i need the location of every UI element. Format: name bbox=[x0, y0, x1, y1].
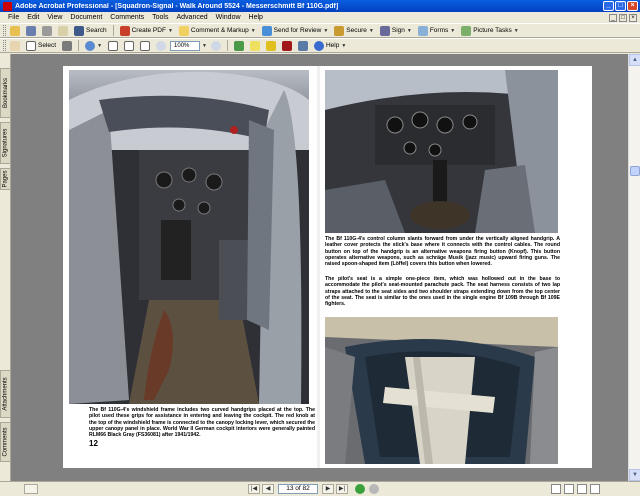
menu-edit[interactable]: Edit bbox=[27, 14, 40, 21]
chevron-down-icon: ▼ bbox=[450, 27, 456, 34]
document-view[interactable] bbox=[11, 54, 628, 481]
chevron-down-icon: ▼ bbox=[250, 27, 256, 34]
maximize-button[interactable]: □ bbox=[615, 1, 626, 11]
tab-pages-label: Pages bbox=[2, 170, 9, 188]
folder-icon bbox=[10, 26, 20, 36]
text-cursor-icon bbox=[26, 41, 36, 51]
search-button[interactable] bbox=[72, 24, 109, 37]
select-tool-button[interactable] bbox=[24, 39, 58, 52]
next-page-button[interactable]: ▶ bbox=[322, 484, 334, 494]
help-icon bbox=[314, 41, 324, 51]
chevron-down-icon: ▼ bbox=[167, 27, 173, 34]
create-pdf-icon bbox=[120, 26, 130, 36]
first-page-button[interactable]: |◀ bbox=[248, 484, 260, 494]
single-page-layout-button[interactable] bbox=[551, 484, 561, 494]
chevron-down-icon: ▼ bbox=[513, 27, 519, 34]
comment-markup-button[interactable] bbox=[177, 24, 258, 37]
tab-bookmarks[interactable] bbox=[0, 68, 11, 118]
chevron-down-icon: ▼ bbox=[97, 42, 103, 49]
minimize-button[interactable]: _ bbox=[603, 1, 614, 11]
secure-button[interactable] bbox=[332, 24, 376, 37]
toolbar-grip[interactable] bbox=[3, 40, 6, 51]
toolbar-separator bbox=[78, 40, 79, 51]
tab-comments-label: Comments bbox=[2, 427, 9, 457]
window-title: Adobe Acrobat Professional - [Squadron-Signal - Walk Around 5524 - Messerschmitt Bf 110G.pdf] bbox=[15, 2, 339, 10]
scroll-up-button[interactable]: ▲ bbox=[629, 54, 640, 66]
tab-pages[interactable] bbox=[0, 168, 11, 190]
binoculars-icon bbox=[74, 26, 84, 36]
pen-icon bbox=[380, 26, 390, 36]
create-pdf-button[interactable] bbox=[118, 24, 175, 37]
printer-icon bbox=[42, 26, 52, 36]
chevron-down-icon: ▼ bbox=[341, 42, 347, 49]
acrobat-app-icon[interactable] bbox=[3, 2, 12, 11]
navigation-panel bbox=[0, 54, 11, 481]
tab-bookmarks-label: Bookmarks bbox=[2, 77, 9, 109]
rotate-button[interactable] bbox=[232, 39, 246, 52]
send-review-button[interactable] bbox=[260, 24, 331, 37]
scroll-down-button[interactable]: ▼ bbox=[629, 469, 640, 481]
forms-button[interactable] bbox=[416, 24, 457, 37]
pdf-page bbox=[63, 66, 592, 468]
tab-signatures[interactable] bbox=[0, 122, 11, 164]
ebook-button[interactable] bbox=[296, 39, 310, 52]
tab-attachments-label: Attachments bbox=[2, 377, 9, 411]
caption-pilot-seat: The pilot's seat is a simple one-piece item, which was hollowed out in the base to accommodate the pilot's seat-mounted parachute pack. The seat harness consists of two lap straps attached to the seat sides and two shoulder straps extending down from the top center of the seat. The seat is similar to the ones used in the single engine Bf 109B through Bf 109E fighters. bbox=[325, 276, 560, 308]
actual-size-icon bbox=[108, 41, 118, 51]
next-view-button[interactable] bbox=[369, 484, 379, 494]
cockpit-windshield-photo bbox=[69, 70, 309, 404]
menu-help[interactable]: Help bbox=[248, 14, 263, 21]
toolbar-separator bbox=[113, 25, 114, 36]
rotate-icon bbox=[234, 41, 244, 51]
previous-view-button[interactable] bbox=[355, 484, 365, 494]
tab-comments[interactable] bbox=[0, 422, 11, 462]
toolbar-grip[interactable] bbox=[3, 25, 6, 36]
toolbar-separator bbox=[227, 40, 228, 51]
menu-tools[interactable]: Tools bbox=[152, 14, 169, 21]
zoom-tool-button[interactable] bbox=[83, 39, 104, 52]
fit-width-button[interactable] bbox=[138, 39, 152, 52]
doc-close-button[interactable]: × bbox=[629, 14, 637, 22]
title-bar bbox=[0, 0, 640, 12]
envelope-icon bbox=[58, 26, 68, 36]
status-bar bbox=[0, 481, 640, 496]
note-icon bbox=[250, 41, 260, 51]
hand-tool-button[interactable] bbox=[8, 39, 22, 52]
comment-icon bbox=[179, 26, 189, 36]
page-number-field[interactable]: 13 of 82 bbox=[278, 484, 318, 494]
hand-icon bbox=[10, 41, 20, 51]
menu-document[interactable]: Document bbox=[70, 14, 103, 21]
highlight-button[interactable] bbox=[264, 39, 278, 52]
pilot-seat-photo bbox=[325, 317, 558, 464]
help-label: Help bbox=[325, 42, 340, 49]
save-button[interactable] bbox=[24, 24, 38, 37]
last-page-button[interactable]: ▶| bbox=[336, 484, 348, 494]
sticky-note-button[interactable] bbox=[248, 39, 262, 52]
select-label: Select bbox=[38, 42, 57, 49]
secure-label: Secure bbox=[346, 27, 367, 34]
floppy-icon bbox=[26, 26, 36, 36]
scroll-thumb[interactable] bbox=[630, 166, 640, 176]
caption-windshield-text: The Bf 110G-4's windshield frame includes two curved handgrips placed at the top. The pilot used these grips for assistance in entering and leaving the cockpit. The red knob at the top of the windshield frame is connected to the canopy locking lever, which secured the upper canopy panel in place. World War II German cockpit interiors were generally painted RLM66 Black Gray (FS36081) after 1941/1942. bbox=[89, 407, 315, 439]
control-column-photo bbox=[325, 70, 558, 233]
navigation-toolbar bbox=[0, 38, 640, 53]
minus-icon bbox=[156, 41, 166, 51]
page-size-indicator bbox=[24, 484, 38, 494]
previous-page-button[interactable]: ◀ bbox=[262, 484, 274, 494]
file-toolbar bbox=[0, 23, 640, 38]
camera-icon bbox=[62, 41, 72, 51]
zoom-in-button[interactable] bbox=[209, 39, 223, 52]
doc-minimize-button[interactable]: _ bbox=[609, 14, 617, 22]
sign-button[interactable] bbox=[378, 24, 414, 37]
picture-tasks-label: Picture Tasks bbox=[473, 27, 512, 34]
email-button[interactable] bbox=[56, 24, 70, 37]
continuous-layout-button[interactable] bbox=[564, 484, 574, 494]
comment-markup-label: Comment & Markup bbox=[190, 27, 249, 34]
highlighter-icon bbox=[266, 41, 276, 51]
page-gutter bbox=[317, 66, 320, 468]
send-review-label: Send for Review bbox=[273, 27, 322, 34]
open-button[interactable] bbox=[8, 24, 22, 37]
fit-page-icon bbox=[124, 41, 134, 51]
actual-size-button[interactable] bbox=[106, 39, 120, 52]
picture-tasks-button[interactable] bbox=[459, 24, 521, 37]
caption-control-column: The Bf 110G-4's control column slants forward from under the vertically aligned handgrip. A leather cover protects the stick's base where it connects with the control cables. The round button on top of the handgrip is an alternative weapons firing button (Knopf). This button operates alternative weapons, such as schräge Musik (jazz music) upward firing guns. The raised spoon-shaped item (Löffel) covers this button when lowered. bbox=[325, 236, 560, 268]
help-button[interactable] bbox=[312, 39, 348, 52]
menu-comments[interactable]: Comments bbox=[110, 14, 145, 21]
plus-icon bbox=[211, 41, 221, 51]
menu-bar bbox=[0, 12, 640, 23]
chevron-down-icon: ▼ bbox=[368, 27, 374, 34]
book-icon bbox=[298, 41, 308, 51]
zoom-out-button[interactable] bbox=[154, 39, 168, 52]
menu-file[interactable]: File bbox=[8, 14, 20, 21]
forms-label: Forms bbox=[429, 27, 449, 34]
print-button[interactable] bbox=[40, 24, 54, 37]
magnifier-icon bbox=[85, 41, 95, 51]
lock-icon bbox=[334, 26, 344, 36]
send-review-icon bbox=[262, 26, 272, 36]
yahoo-button[interactable] bbox=[280, 39, 294, 52]
page-number: 12 bbox=[89, 439, 98, 448]
vertical-scrollbar[interactable] bbox=[628, 54, 640, 481]
sign-label: Sign bbox=[391, 27, 405, 34]
chevron-down-icon: ▼ bbox=[406, 27, 412, 34]
facing-layout-button[interactable] bbox=[577, 484, 587, 494]
snapshot-button[interactable] bbox=[60, 39, 74, 52]
search-label: Search bbox=[86, 27, 107, 34]
tab-signatures-label: Signatures bbox=[2, 128, 9, 158]
menu-advanced[interactable]: Advanced bbox=[176, 14, 208, 21]
menu-window[interactable]: Window bbox=[215, 14, 241, 21]
zoom-level-field[interactable]: 100% bbox=[170, 41, 200, 51]
menu-view[interactable]: View bbox=[47, 14, 63, 21]
doc-restore-button[interactable]: □ bbox=[619, 14, 627, 22]
close-button[interactable]: × bbox=[627, 1, 638, 11]
chevron-down-icon[interactable]: ▼ bbox=[202, 42, 207, 49]
create-pdf-label: Create PDF bbox=[131, 27, 166, 34]
fit-page-button[interactable] bbox=[122, 39, 136, 52]
picture-icon bbox=[461, 26, 471, 36]
continuous-facing-layout-button[interactable] bbox=[590, 484, 600, 494]
fit-width-icon bbox=[140, 41, 150, 51]
yahoo-icon bbox=[282, 41, 292, 51]
form-icon bbox=[418, 26, 428, 36]
tab-attachments[interactable] bbox=[0, 370, 11, 418]
chevron-down-icon: ▼ bbox=[323, 27, 329, 34]
